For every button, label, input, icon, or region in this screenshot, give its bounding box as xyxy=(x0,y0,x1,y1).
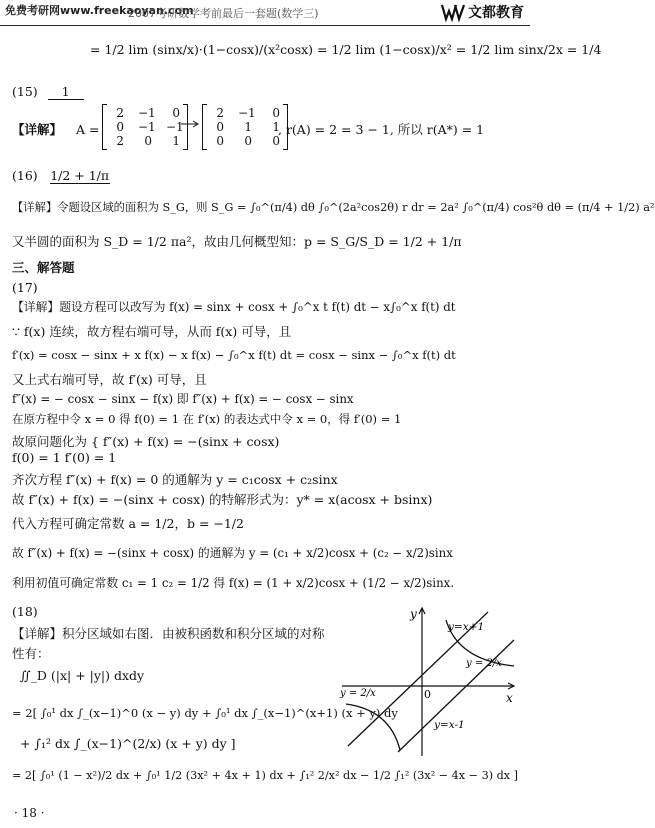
q18-line: 性有： xyxy=(12,646,50,661)
x-axis-label: x xyxy=(506,691,513,705)
q17-line: f(0) = 1 f′(0) = 1 xyxy=(12,450,117,465)
origin-label: 0 xyxy=(424,688,431,701)
q18-line: = 2[ ∫₀¹ dx ∫_(x−1)^0 (x − y) dy + ∫₀¹ dx ∫_(x−1)^(x+1) (x + y) dy xyxy=(12,706,398,720)
page-header xyxy=(0,0,530,26)
q17-line: 代入方程可确定常数 a = 1/2，b = −1/2 xyxy=(12,516,244,531)
q17-line: 故原问题化为 { f″(x) + f(x) = −(sinx + cosx) xyxy=(12,434,280,449)
q16-answer: 1/2 + 1/π xyxy=(50,168,110,183)
q17-line: 【详解】题设方程可以改写为 f(x) = sinx + cosx + ∫₀^x t f(t) dt − x∫₀^x f(t) dt xyxy=(12,300,456,314)
q17-line: 在原方程中令 x = 0 得 f(0) = 1 在 f′(x) 的表达式中令 x = 0，得 f′(0) = 1 xyxy=(12,412,402,426)
left-hyperbola-label: y = 2/x xyxy=(340,688,376,699)
lower-line-label: y=x-1 xyxy=(434,719,465,731)
q17-line: 齐次方程 f″(x) + f(x) = 0 的通解为 y = c₁cosx + c₂sinx xyxy=(12,472,338,487)
brand xyxy=(441,2,524,22)
header-title: 2007考研数学考前最后一套题(数学三) xyxy=(128,7,319,20)
hyperbola-left xyxy=(346,704,400,750)
q15-answer: 1 xyxy=(48,86,84,100)
q17-line: ∵ f(x) 连续，故方程右端可导，从而 f(x) 可导，且 xyxy=(12,324,292,339)
q15-label: (15) 1 xyxy=(12,86,84,100)
matrix-b: 2 −1 0 0 1 1 0 0 0 xyxy=(210,106,280,148)
q16-detail: 【详解】令题设区域的面积为 S_G，则 S_G = ∫₀^(π/4) dθ ∫₀^(2a²cos2θ) r dr = 2a² ∫₀^(π/4) cos²θ dθ = (π/4 + 1/2) a² xyxy=(12,201,655,214)
q15-matrix-lhs: A = xyxy=(76,122,100,137)
q18-line: + ∫₁² dx ∫_(x−1)^(2/x) (x + y) dy ] xyxy=(20,736,236,751)
q18-line: = 2[ ∫₀¹ (1 − x²)/2 dx + ∫₀¹ 1/2 (3x² + 4x + 1) dx + ∫₁² 2/x² dx − 1/2 ∫₁² (3x² − 4x − 3) dx ] xyxy=(12,769,519,782)
y-axis-label: y xyxy=(410,607,417,621)
right-hyperbola-label: y = 2/x xyxy=(466,658,502,669)
q16-detail-2: 又半圆的面积为 S_D = 1/2 πa²，故由几何概型知：p = S_G/S_D = 1/2 + 1/π xyxy=(12,234,462,249)
integration-region-graph xyxy=(338,600,518,760)
brand-logo-icon xyxy=(441,3,465,21)
q18-line: 【详解】积分区域如右图．由被积函数和积分区域的对称 xyxy=(12,626,325,641)
q15-rank-tail: , r(A) = 2 = 3 − 1, 所以 r(A*) = 1 xyxy=(278,122,485,137)
limit-line: = 1/2 lim (sinx/x)·(1−cosx)/(x²cosx) = 1/2 lim (1−cosx)/x² = 1/2 lim sinx/2x = 1/4 xyxy=(90,42,602,57)
q17-line: 故 f″(x) + f(x) = −(sinx + cosx) 的特解形式为：y* = x(acosx + bsinx) xyxy=(12,492,433,507)
q18-line: ∬_D (|x| + |y|) dxdy xyxy=(20,668,145,683)
line-lower xyxy=(398,640,514,752)
watermark: 免费考研网www.freekaoyan.com xyxy=(5,4,194,17)
q17-line: f″(x) = − cosx − sinx − f(x) 即 f″(x) + f(x) = − cosx − sinx xyxy=(12,392,354,406)
q16-label: (16) 1/2 + 1/π xyxy=(12,168,110,183)
page-number: · 18 · xyxy=(14,806,45,820)
q15-detail-prefix: 【详解】 xyxy=(12,122,63,137)
arrow-icon xyxy=(180,118,200,130)
q17-line: 利用初值可确定常数 c₁ = 1 c₂ = 1/2 得 f(x) = (1 + x/2)cosx + (1/2 − x/2)sinx. xyxy=(12,576,455,590)
q17-line: f′(x) = cosx − sinx + x f(x) − x f(x) − ∫₀^x f(t) dt = cosx − sinx − ∫₀^x f(t) dt xyxy=(12,348,456,362)
upper-line-label: y=x+1 xyxy=(448,621,485,633)
matrix-a: 2 −1 0 0 −1 −1 2 0 1 xyxy=(110,106,180,148)
q17-line: 故 f″(x) + f(x) = −(sinx + cosx) 的通解为 y = (c₁ + x/2)cosx + (c₂ − x/2)sinx xyxy=(12,546,453,560)
q17-label: (17) xyxy=(12,280,38,295)
q18-label: (18) xyxy=(12,604,38,619)
brand-name: 文都教育 xyxy=(468,5,524,21)
q17-line: 又上式右端可导，故 f′(x) 可导，且 xyxy=(12,372,207,387)
section-heading: 三、解答题 xyxy=(12,260,75,275)
